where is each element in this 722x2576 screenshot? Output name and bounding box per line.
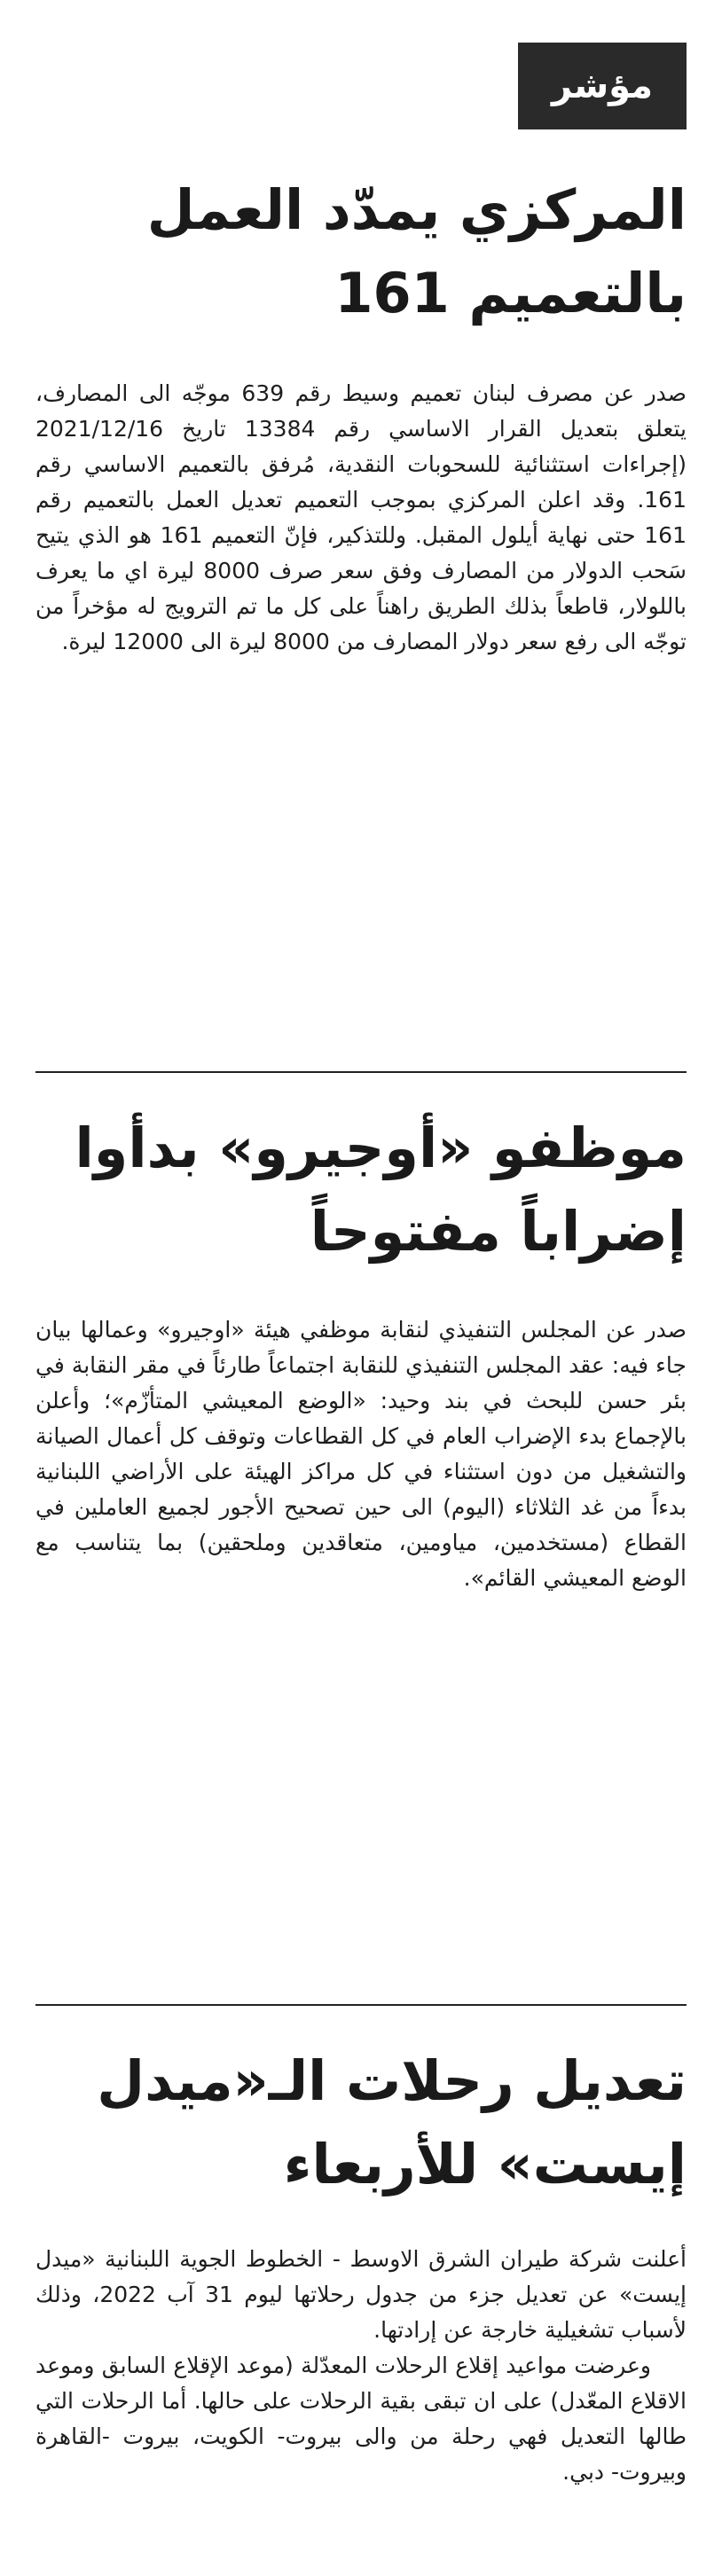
article-1 <box>35 168 687 1071</box>
article-3-paragraph-1: أعلنت شركة طيران الشرق الاوسط - الخطوط الجوية اللبنانية «ميدل إيست» عن تعديل جزء من جدول رحلاتها ليوم 31 آب 2022، وذلك لأسباب تشغيلية خارجة عن إرادتها. <box>35 2246 687 2343</box>
article-1-headline: المركزي يمدّد العمل بالتعميم 161 <box>146 177 687 325</box>
article-2 <box>35 1107 687 2004</box>
article-1-paragraph-1: صدر عن مصرف لبنان تعميم وسيط رقم 639 موجّه الى المصارف، يتعلق بتعديل القرار الاساسي رقم 13384 تاريخ 2021/12/16 (إجراءات استثنائية للسحوبات النقدية، مُرفق بالتعميم الاساسي رقم 161. وقد اعلن المركزي بموجب التعميم تعديل العمل بالتعميم رقم 161 حتى نهاية أيلول المقبل. وللتذكير، فإنّ التعميم 161 هو الذي يتيح سَحب الدولار من المصارف وفق سعر صرف 8000 ليرة اي ما يعرف باللولار، قاطعاً بذلك الطريق راهناً على كل ما تم الترويج له مؤخراً من توجّه الى رفع سعر دولار المصارف من 8000 ليرة الى 12000 ليرة. <box>35 380 687 654</box>
article-2-paragraph-1: صدر عن المجلس التنفيذي لنقابة موظفي هيئة «اوجيرو» وعمالها بيان جاء فيه: عقد المجلس التنفيذي للنقابة اجتماعاً طارئاً في مقر النقابة في بئر حسن للبحث في بند وحيد: «الوضع المعيشي المتأزّم»؛ وأعلن بالإجماع بدء الإضراب العام في كل القطاعات وتوقف كل أعمال الصيانة والتشغيل من دون استثناء في كل مراكز الهيئة على الأراضي اللبنانية بدءاً من غد الثلاثاء (اليوم) الى حين تصحيح الأجور لجميع العاملين في القطاع (مستخدمين، مياومين، متعاقدين وملحقين) بما يتناسب مع الوضع المعيشي القائم». <box>35 1317 687 1591</box>
section-tag: مؤشر <box>518 43 687 129</box>
article-3-paragraph-2: وعرضت مواعيد إقلاع الرحلات المعدّلة (موعد الإقلاع السابق وموعد الاقلاع المعّدل) على ان تبقى بقية الرحلات على حالها. أما الرحلات التي طالها التعديل فهي رحلة من والى بيروت- الكويت، بيروت -القاهرة وبيروت- دبي. <box>35 2353 687 2485</box>
article-3 <box>35 2040 687 2490</box>
article-3-body <box>35 2242 687 2490</box>
article-divider-2 <box>35 2004 687 2006</box>
section-header <box>35 0 687 135</box>
article-3-headline: تعديل رحلات الـ«ميدل إيست» للأربعاء <box>97 2048 687 2196</box>
article-divider-1 <box>35 1071 687 1073</box>
article-1-body <box>35 376 687 660</box>
article-2-body <box>35 1312 687 1596</box>
newspaper-column <box>35 0 687 2576</box>
article-2-headline: موظفو «أوجيرو» بدأوا إضراباً مفتوحاً <box>75 1116 687 1264</box>
